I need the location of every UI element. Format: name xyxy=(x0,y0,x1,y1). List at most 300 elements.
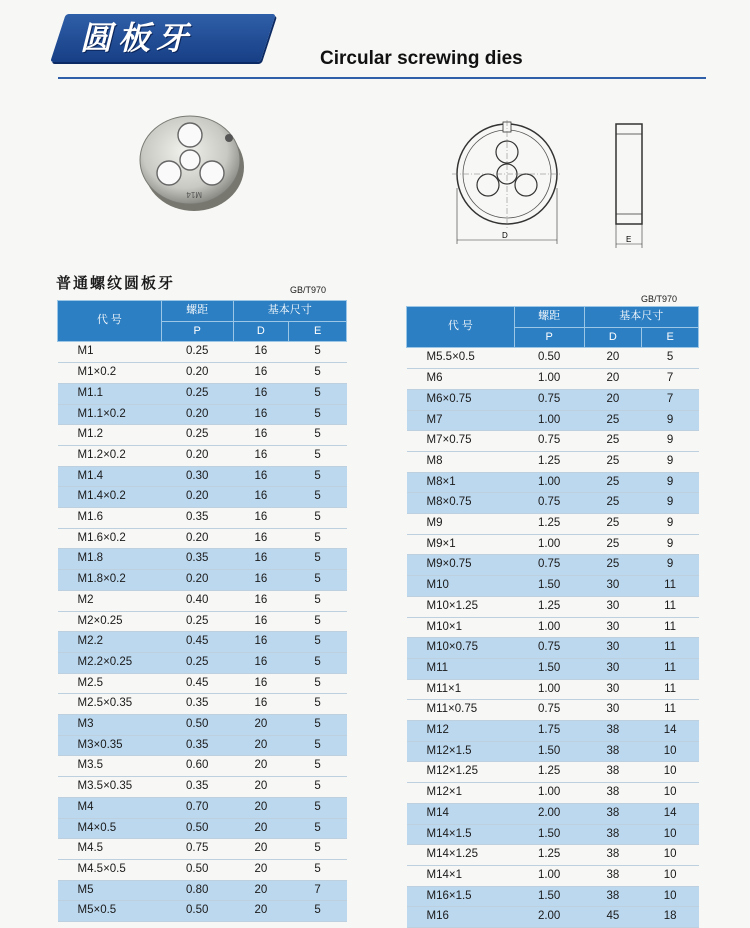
table-row xyxy=(407,783,699,804)
cell-d: 30 xyxy=(584,658,642,679)
cell-d: 16 xyxy=(233,383,289,404)
spec-table-left xyxy=(57,300,347,922)
cell-pitch: 0.35 xyxy=(161,735,233,756)
table-row xyxy=(58,404,347,425)
cell-d: 16 xyxy=(233,508,289,529)
cell-e: 11 xyxy=(642,617,699,638)
col-pitch-cn-header: 螺距 xyxy=(514,307,584,328)
cell-code: M9×1 xyxy=(407,534,515,555)
table-row xyxy=(407,803,699,824)
cell-code: M14 xyxy=(407,803,515,824)
table-row xyxy=(58,673,347,694)
table-row xyxy=(58,652,347,673)
cell-pitch: 1.25 xyxy=(514,514,584,535)
table-row xyxy=(58,694,347,715)
cell-code: M5×0.5 xyxy=(58,901,162,922)
cell-pitch: 0.75 xyxy=(161,839,233,860)
cell-d: 16 xyxy=(233,549,289,570)
cell-code: M7×0.75 xyxy=(407,431,515,452)
cell-code: M9 xyxy=(407,514,515,535)
cell-code: M2.5×0.35 xyxy=(58,694,162,715)
standard-label-right: GB/T970 xyxy=(641,294,678,304)
table-row xyxy=(58,859,347,880)
col-code-header: 代 号 xyxy=(407,307,515,348)
cell-e: 10 xyxy=(642,783,699,804)
table-row xyxy=(58,715,347,736)
cell-e: 18 xyxy=(642,907,699,928)
cell-code: M2 xyxy=(58,590,162,611)
cell-d: 16 xyxy=(233,632,289,653)
cell-d: 16 xyxy=(233,590,289,611)
cell-d: 25 xyxy=(584,534,642,555)
cell-d: 30 xyxy=(584,596,642,617)
header-rule xyxy=(58,77,706,79)
col-p-header: P xyxy=(161,321,233,342)
cell-pitch: 0.35 xyxy=(161,777,233,798)
cell-d: 16 xyxy=(233,342,289,363)
cell-code: M11×0.75 xyxy=(407,700,515,721)
cell-e: 5 xyxy=(289,508,347,529)
cell-pitch: 1.00 xyxy=(514,472,584,493)
cell-e: 5 xyxy=(289,756,347,777)
cell-code: M1.1 xyxy=(58,383,162,404)
col-pitch-cn-header: 螺距 xyxy=(161,301,233,322)
cell-d: 20 xyxy=(233,777,289,798)
cell-pitch: 0.35 xyxy=(161,549,233,570)
cell-e: 9 xyxy=(642,431,699,452)
cell-e: 14 xyxy=(642,721,699,742)
cell-code: M5.5×0.5 xyxy=(407,348,515,369)
cell-code: M1.8×0.2 xyxy=(58,570,162,591)
cell-pitch: 0.40 xyxy=(161,590,233,611)
spec-table-left-body xyxy=(58,342,347,922)
cell-pitch: 0.25 xyxy=(161,342,233,363)
cell-code: M1×0.2 xyxy=(58,363,162,384)
table-row xyxy=(58,466,347,487)
table-row xyxy=(407,638,699,659)
cell-e: 14 xyxy=(642,803,699,824)
cell-d: 30 xyxy=(584,638,642,659)
col-e-header: E xyxy=(642,327,699,348)
cell-d: 16 xyxy=(233,611,289,632)
table-row xyxy=(58,590,347,611)
cell-e: 10 xyxy=(642,865,699,886)
cell-pitch: 0.75 xyxy=(514,638,584,659)
cell-pitch: 1.50 xyxy=(514,824,584,845)
cell-code: M14×1.25 xyxy=(407,845,515,866)
cell-d: 25 xyxy=(584,451,642,472)
cell-pitch: 0.75 xyxy=(514,700,584,721)
cell-pitch: 0.45 xyxy=(161,632,233,653)
table-row xyxy=(407,886,699,907)
cell-e: 5 xyxy=(289,445,347,466)
table-row xyxy=(407,451,699,472)
cell-code: M14×1.5 xyxy=(407,824,515,845)
col-code-header: 代 号 xyxy=(58,301,162,342)
cell-pitch: 0.75 xyxy=(514,389,584,410)
cell-d: 16 xyxy=(233,425,289,446)
table-row xyxy=(407,679,699,700)
cell-pitch: 1.00 xyxy=(514,369,584,390)
cell-d: 30 xyxy=(584,679,642,700)
cell-pitch: 1.00 xyxy=(514,865,584,886)
cell-d: 20 xyxy=(584,369,642,390)
cell-code: M9×0.75 xyxy=(407,555,515,576)
die-marking: M14 xyxy=(186,190,202,199)
table-row xyxy=(407,721,699,742)
table-row xyxy=(58,570,347,591)
cell-e: 7 xyxy=(642,389,699,410)
cell-e: 9 xyxy=(642,493,699,514)
die-side-drawing xyxy=(604,118,656,250)
cell-e: 5 xyxy=(289,715,347,736)
cell-code: M2.2 xyxy=(58,632,162,653)
cell-pitch: 1.25 xyxy=(514,762,584,783)
cell-d: 38 xyxy=(584,824,642,845)
table-row xyxy=(407,369,699,390)
cell-e: 5 xyxy=(289,570,347,591)
cell-code: M8×1 xyxy=(407,472,515,493)
dim-e-label: E xyxy=(626,235,632,244)
cell-e: 10 xyxy=(642,845,699,866)
cell-pitch: 1.00 xyxy=(514,410,584,431)
cell-pitch: 0.25 xyxy=(161,425,233,446)
cell-pitch: 1.00 xyxy=(514,679,584,700)
cell-pitch: 1.50 xyxy=(514,658,584,679)
cell-code: M4.5 xyxy=(58,839,162,860)
cell-pitch: 0.50 xyxy=(161,859,233,880)
cell-d: 20 xyxy=(233,839,289,860)
table-row xyxy=(407,389,699,410)
table-row xyxy=(58,797,347,818)
cell-code: M10×1 xyxy=(407,617,515,638)
cell-d: 16 xyxy=(233,652,289,673)
cell-code: M10 xyxy=(407,576,515,597)
table-row xyxy=(407,514,699,535)
table-row xyxy=(407,700,699,721)
cell-e: 10 xyxy=(642,824,699,845)
table-row xyxy=(407,658,699,679)
cell-e: 9 xyxy=(642,514,699,535)
cell-d: 38 xyxy=(584,803,642,824)
cell-pitch: 0.25 xyxy=(161,652,233,673)
cell-pitch: 0.35 xyxy=(161,694,233,715)
cell-e: 5 xyxy=(289,549,347,570)
section-title: 普通螺纹圆板牙 xyxy=(56,274,176,292)
cell-code: M4×0.5 xyxy=(58,818,162,839)
cell-code: M2.2×0.25 xyxy=(58,652,162,673)
cell-pitch: 1.00 xyxy=(514,534,584,555)
cell-e: 5 xyxy=(289,363,347,384)
cell-e: 5 xyxy=(289,383,347,404)
cell-pitch: 0.25 xyxy=(161,611,233,632)
cell-d: 16 xyxy=(233,487,289,508)
cell-pitch: 0.20 xyxy=(161,404,233,425)
cell-d: 20 xyxy=(584,389,642,410)
cell-e: 5 xyxy=(289,487,347,508)
cell-e: 5 xyxy=(642,348,699,369)
cell-d: 25 xyxy=(584,493,642,514)
cell-e: 5 xyxy=(289,797,347,818)
header-title-en: Circular screwing dies xyxy=(320,48,523,69)
cell-e: 11 xyxy=(642,658,699,679)
cell-code: M11×1 xyxy=(407,679,515,700)
col-base-dims-header: 基本尺寸 xyxy=(584,307,699,328)
cell-code: M8×0.75 xyxy=(407,493,515,514)
cell-pitch: 0.25 xyxy=(161,383,233,404)
cell-e: 5 xyxy=(289,342,347,363)
cell-e: 7 xyxy=(642,369,699,390)
cell-code: M3 xyxy=(58,715,162,736)
cell-d: 20 xyxy=(233,818,289,839)
table-row xyxy=(58,735,347,756)
table-row xyxy=(407,907,699,928)
cell-pitch: 0.80 xyxy=(161,880,233,901)
table-row xyxy=(407,741,699,762)
table-row xyxy=(407,493,699,514)
table-row xyxy=(58,425,347,446)
cell-pitch: 1.75 xyxy=(514,721,584,742)
cell-d: 25 xyxy=(584,431,642,452)
cell-pitch: 1.00 xyxy=(514,783,584,804)
table-row xyxy=(58,549,347,570)
cell-d: 16 xyxy=(233,570,289,591)
cell-pitch: 0.20 xyxy=(161,363,233,384)
cell-e: 9 xyxy=(642,451,699,472)
cell-e: 10 xyxy=(642,762,699,783)
cell-d: 16 xyxy=(233,673,289,694)
cell-code: M1.1×0.2 xyxy=(58,404,162,425)
cell-d: 16 xyxy=(233,466,289,487)
cell-code: M3×0.35 xyxy=(58,735,162,756)
table-row xyxy=(58,756,347,777)
table-row xyxy=(58,508,347,529)
cell-code: M10×0.75 xyxy=(407,638,515,659)
cell-code: M11 xyxy=(407,658,515,679)
spec-table-right xyxy=(406,306,699,928)
table-row xyxy=(58,611,347,632)
cell-d: 25 xyxy=(584,472,642,493)
cell-pitch: 0.30 xyxy=(161,466,233,487)
cell-e: 5 xyxy=(289,632,347,653)
table-row xyxy=(407,865,699,886)
cell-d: 20 xyxy=(233,859,289,880)
cell-d: 20 xyxy=(233,797,289,818)
table-row xyxy=(58,777,347,798)
cell-pitch: 1.50 xyxy=(514,576,584,597)
cell-pitch: 0.60 xyxy=(161,756,233,777)
cell-d: 25 xyxy=(584,514,642,535)
cell-pitch: 0.45 xyxy=(161,673,233,694)
cell-e: 5 xyxy=(289,735,347,756)
cell-d: 38 xyxy=(584,783,642,804)
table-row xyxy=(58,383,347,404)
cell-code: M1.4 xyxy=(58,466,162,487)
cell-pitch: 0.50 xyxy=(161,715,233,736)
table-row xyxy=(58,363,347,384)
cell-e: 10 xyxy=(642,886,699,907)
cell-e: 9 xyxy=(642,534,699,555)
cell-e: 5 xyxy=(289,611,347,632)
cell-e: 11 xyxy=(642,700,699,721)
cell-code: M2.5 xyxy=(58,673,162,694)
cell-d: 30 xyxy=(584,617,642,638)
cell-d: 38 xyxy=(584,886,642,907)
cell-code: M14×1 xyxy=(407,865,515,886)
table-row xyxy=(407,410,699,431)
col-d-header: D xyxy=(584,327,642,348)
cell-d: 25 xyxy=(584,410,642,431)
cell-d: 38 xyxy=(584,741,642,762)
cell-code: M1 xyxy=(58,342,162,363)
cell-e: 5 xyxy=(289,652,347,673)
table-row xyxy=(58,632,347,653)
table-row xyxy=(58,839,347,860)
table-row xyxy=(58,342,347,363)
cell-pitch: 1.25 xyxy=(514,451,584,472)
cell-pitch: 0.20 xyxy=(161,570,233,591)
cell-d: 16 xyxy=(233,445,289,466)
cell-code: M4.5×0.5 xyxy=(58,859,162,880)
cell-e: 11 xyxy=(642,596,699,617)
cell-e: 5 xyxy=(289,673,347,694)
cell-pitch: 0.75 xyxy=(514,493,584,514)
cell-code: M3.5×0.35 xyxy=(58,777,162,798)
cell-code: M12×1 xyxy=(407,783,515,804)
table-row xyxy=(407,472,699,493)
cell-pitch: 1.25 xyxy=(514,845,584,866)
cell-e: 5 xyxy=(289,777,347,798)
table-row xyxy=(58,818,347,839)
cell-d: 16 xyxy=(233,404,289,425)
cell-d: 30 xyxy=(584,576,642,597)
cell-pitch: 0.75 xyxy=(514,431,584,452)
table-row xyxy=(407,534,699,555)
cell-e: 5 xyxy=(289,404,347,425)
cell-code: M1.6 xyxy=(58,508,162,529)
cell-code: M7 xyxy=(407,410,515,431)
cell-pitch: 1.50 xyxy=(514,741,584,762)
cell-e: 7 xyxy=(289,880,347,901)
cell-pitch: 1.25 xyxy=(514,596,584,617)
cell-e: 5 xyxy=(289,528,347,549)
cell-pitch: 0.20 xyxy=(161,487,233,508)
cell-code: M3.5 xyxy=(58,756,162,777)
table-row xyxy=(407,762,699,783)
cell-d: 45 xyxy=(584,907,642,928)
cell-d: 20 xyxy=(233,715,289,736)
cell-d: 20 xyxy=(233,756,289,777)
cell-code: M12×1.25 xyxy=(407,762,515,783)
table-row xyxy=(407,431,699,452)
cell-pitch: 1.00 xyxy=(514,617,584,638)
cell-e: 11 xyxy=(642,638,699,659)
cell-pitch: 2.00 xyxy=(514,907,584,928)
cell-d: 38 xyxy=(584,721,642,742)
die-front-drawing xyxy=(448,118,566,250)
cell-pitch: 0.50 xyxy=(161,901,233,922)
table-row xyxy=(58,487,347,508)
table-row xyxy=(407,845,699,866)
cell-pitch: 2.00 xyxy=(514,803,584,824)
cell-e: 5 xyxy=(289,859,347,880)
header-title-cn: 圆板牙 xyxy=(80,19,195,57)
table-row xyxy=(407,348,699,369)
table-row xyxy=(407,555,699,576)
cell-pitch: 0.35 xyxy=(161,508,233,529)
cell-code: M12 xyxy=(407,721,515,742)
cell-e: 9 xyxy=(642,555,699,576)
cell-e: 5 xyxy=(289,590,347,611)
table-row xyxy=(58,445,347,466)
cell-e: 5 xyxy=(289,694,347,715)
col-base-dims-header: 基本尺寸 xyxy=(233,301,346,322)
cell-e: 9 xyxy=(642,410,699,431)
cell-e: 5 xyxy=(289,466,347,487)
cell-e: 10 xyxy=(642,741,699,762)
standard-label-left: GB/T970 xyxy=(290,285,327,295)
cell-code: M16 xyxy=(407,907,515,928)
cell-code: M5 xyxy=(58,880,162,901)
cell-d: 16 xyxy=(233,528,289,549)
cell-code: M8 xyxy=(407,451,515,472)
cell-e: 11 xyxy=(642,576,699,597)
cell-pitch: 0.20 xyxy=(161,445,233,466)
table-row xyxy=(58,901,347,922)
dim-d-label: D xyxy=(502,231,508,240)
cell-pitch: 1.50 xyxy=(514,886,584,907)
table-row xyxy=(407,824,699,845)
die-photo xyxy=(136,110,246,215)
cell-d: 20 xyxy=(233,735,289,756)
cell-code: M2×0.25 xyxy=(58,611,162,632)
cell-d: 16 xyxy=(233,363,289,384)
cell-pitch: 0.50 xyxy=(161,818,233,839)
cell-e: 11 xyxy=(642,679,699,700)
table-row xyxy=(58,880,347,901)
cell-pitch: 0.75 xyxy=(514,555,584,576)
cell-e: 5 xyxy=(289,901,347,922)
cell-code: M16×1.5 xyxy=(407,886,515,907)
cell-d: 25 xyxy=(584,555,642,576)
table-row xyxy=(407,596,699,617)
cell-code: M1.6×0.2 xyxy=(58,528,162,549)
cell-e: 9 xyxy=(642,472,699,493)
cell-pitch: 0.20 xyxy=(161,528,233,549)
cell-code: M10×1.25 xyxy=(407,596,515,617)
cell-d: 30 xyxy=(584,700,642,721)
cell-code: M4 xyxy=(58,797,162,818)
cell-code: M6×0.75 xyxy=(407,389,515,410)
cell-code: M6 xyxy=(407,369,515,390)
col-e-header: E xyxy=(289,321,347,342)
col-p-header: P xyxy=(514,327,584,348)
cell-d: 16 xyxy=(233,694,289,715)
cell-code: M1.2 xyxy=(58,425,162,446)
cell-pitch: 0.70 xyxy=(161,797,233,818)
cell-code: M1.4×0.2 xyxy=(58,487,162,508)
table-row xyxy=(407,617,699,638)
cell-d: 38 xyxy=(584,762,642,783)
cell-code: M1.8 xyxy=(58,549,162,570)
table-row xyxy=(407,576,699,597)
cell-d: 38 xyxy=(584,845,642,866)
cell-d: 38 xyxy=(584,865,642,886)
cell-e: 5 xyxy=(289,839,347,860)
table-row xyxy=(58,528,347,549)
cell-d: 20 xyxy=(233,880,289,901)
cell-d: 20 xyxy=(233,901,289,922)
